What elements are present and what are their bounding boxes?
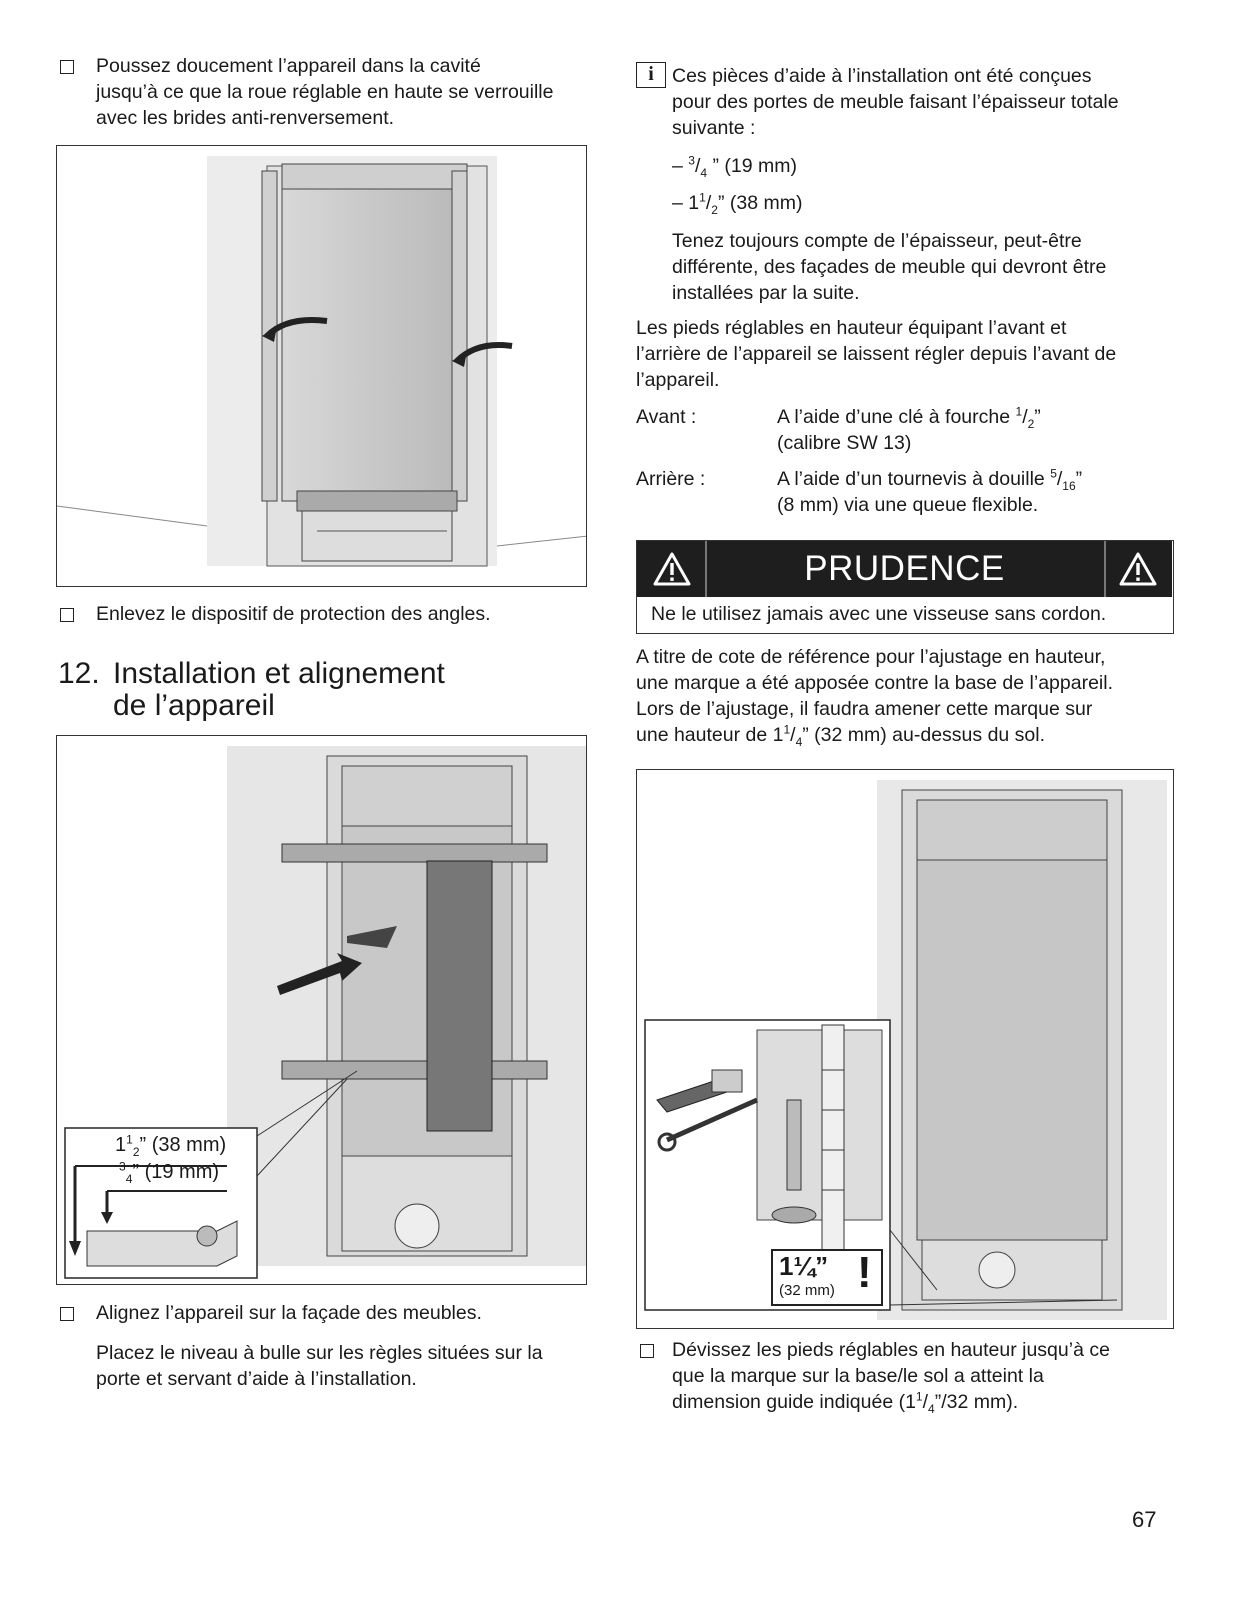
fraction-num: 1 <box>699 190 706 205</box>
text-part: dimension guide indiquée (1 <box>672 1391 916 1413</box>
label-rest: ” (38 mm) <box>139 1134 227 1156</box>
text-line: Ces pièces d’aide à l’installation ont été conçues <box>672 65 1092 87</box>
checkbox-bullet <box>60 608 74 622</box>
step-align-note <box>96 1340 596 1392</box>
label-num: 3 <box>119 1159 126 1174</box>
height-label-big: 1¼” <box>779 1251 829 1281</box>
text-line: A titre de cote de référence pour l’ajustage en hauteur, <box>636 646 1106 668</box>
page-number: 67 <box>1132 1507 1157 1532</box>
fraction-den: 4 <box>700 165 708 180</box>
info-icon: i <box>636 62 666 88</box>
text-line: suivante : <box>672 117 756 139</box>
feet-paragraph <box>636 315 1196 393</box>
figure-height-adjustment <box>636 769 1174 1329</box>
rear-label: Arrière : <box>636 468 706 490</box>
step-push-appliance <box>96 53 596 131</box>
fraction-num: 1 <box>1015 404 1023 419</box>
caution-title: PRUDENCE <box>804 549 1005 588</box>
dimension-item-19mm: – $^3/_4$ ” (19 mm) <box>672 153 797 180</box>
caution-divider <box>1104 541 1106 597</box>
caution-box <box>636 540 1174 634</box>
text-line: Dévissez les pieds réglables en hauteur jusqu’à ce <box>672 1339 1110 1361</box>
illustration-door-ruler <box>57 736 587 1285</box>
step-unscrew-feet <box>672 1337 1192 1415</box>
label-rest: ” (19 mm) <box>132 1161 220 1183</box>
text-part: A l’aide d’un tournevis à douille <box>777 468 1051 490</box>
fraction-den: 2 <box>711 202 718 217</box>
dash: – <box>672 192 683 214</box>
text-part: ” <box>1075 468 1083 490</box>
text-line: jusqu’à ce que la roue réglable en haute se verrouille <box>96 81 554 103</box>
label-num: 1 <box>126 1132 133 1147</box>
fraction-den: 4 <box>795 734 803 749</box>
checkbox-bullet <box>60 60 74 74</box>
text-line: installées par la suite. <box>672 282 860 304</box>
text-line: Les pieds réglables en hauteur équipant l’avant et <box>636 317 1067 339</box>
checkbox-bullet <box>60 1307 74 1321</box>
fraction-num: 1 <box>783 722 791 737</box>
text-line: (8 mm) via une queue flexible. <box>777 494 1039 516</box>
section-title-line1: Installation et alignement <box>113 657 445 690</box>
label-whole: 1 <box>115 1134 127 1156</box>
text-line: (calibre SW 13) <box>777 432 912 454</box>
text-line: différente, des façades de meuble qui devront être <box>672 256 1107 278</box>
fraction-num: 5 <box>1050 466 1057 481</box>
info-thickness-note <box>672 228 1192 306</box>
text-line: une hauteur de $1^1/_4$” (32 mm) au-dessus du sol. <box>636 722 1046 749</box>
reference-mark-paragraph <box>636 644 1196 748</box>
section-number: 12. <box>58 657 100 690</box>
warning-triangle-icon <box>652 551 692 587</box>
checkbox-bullet <box>640 1344 654 1358</box>
step-remove-corner-protection: Enlevez le dispositif de protection des angles. <box>96 603 491 625</box>
fraction-den: 2 <box>1027 416 1035 431</box>
illustration-adjust-feet <box>637 770 1174 1329</box>
text-part: ” <box>1034 406 1041 428</box>
text-line: pour des portes de meuble faisant l’épaisseur totale <box>672 91 1119 113</box>
dimension-text: ” (38 mm) <box>717 192 803 214</box>
label-den: 4 <box>125 1172 133 1186</box>
dash: – <box>672 155 683 177</box>
text-part: ” (32 mm) au-dessus du sol. <box>802 724 1046 746</box>
text-line: A l’aide d’une clé à fourche $^1/_2$” <box>777 404 1041 431</box>
figure-push-into-cavity <box>56 145 587 587</box>
text-line: avec les brides anti-renversement. <box>96 107 395 129</box>
text-line: l’appareil. <box>636 369 720 391</box>
text-part: une hauteur de 1 <box>636 724 784 746</box>
text-part: ”/32 mm). <box>934 1391 1019 1413</box>
text-line: l’arrière de l’appareil se laissent régler depuis l’avant de <box>636 343 1117 365</box>
label-den: 2 <box>132 1145 140 1159</box>
front-instruction <box>777 404 1197 456</box>
whole: 1 <box>688 192 700 214</box>
section-title-line2: de l’appareil <box>113 689 275 722</box>
illustration-appliance-cavity <box>57 146 587 587</box>
text-line: Placez le niveau à bulle sur les règles situées sur la <box>96 1342 543 1364</box>
caution-header <box>637 541 1172 597</box>
figure-align-with-furniture <box>56 735 587 1285</box>
text-line: porte et servant d’aide à l’installation. <box>96 1368 417 1390</box>
text-line: Tenez toujours compte de l’épaisseur, peut-être <box>672 230 1082 252</box>
height-label-exclamation: ! <box>857 1248 872 1297</box>
step-align-appliance: Alignez l’appareil sur la façade des meubles. <box>96 1302 482 1324</box>
dimension-label-19mm <box>119 1160 219 1184</box>
rear-instruction <box>777 466 1197 518</box>
text-line: une marque a été apposée contre la base de l’appareil. <box>636 672 1113 694</box>
fraction-num: 1 <box>915 1389 923 1404</box>
text-part: A l’aide d’une clé à fourche <box>777 406 1016 428</box>
text-line: Lors de l’ajustage, il faudra amener cette marque sur <box>636 698 1093 720</box>
text-line: dimension guide indiquée ($1^1/_4”/32$ mm). <box>672 1389 1019 1416</box>
front-label: Avant : <box>636 406 697 428</box>
warning-triangle-icon <box>1118 551 1158 587</box>
dimension-label-38mm <box>115 1133 226 1157</box>
text-line: Poussez doucement l’appareil dans la cavité <box>96 55 481 77</box>
fraction-num: 3 <box>688 153 695 168</box>
fraction-den: 4 <box>928 1401 935 1416</box>
height-label-small: (32 mm) <box>779 1282 835 1299</box>
text-line: A l’aide d’un tournevis à douille $^5/_{16}$” <box>777 466 1083 493</box>
info-note <box>672 63 1192 141</box>
caution-message: Ne le utilisez jamais avec une visseuse sans cordon. <box>651 603 1107 625</box>
text-line: que la marque sur la base/le sol a atteint la <box>672 1365 1044 1387</box>
dimension-item-38mm: – $1^1/_2$” (38 mm) <box>672 190 803 217</box>
dimension-text: ” (19 mm) <box>707 155 797 177</box>
fraction-den: 16 <box>1062 478 1076 493</box>
